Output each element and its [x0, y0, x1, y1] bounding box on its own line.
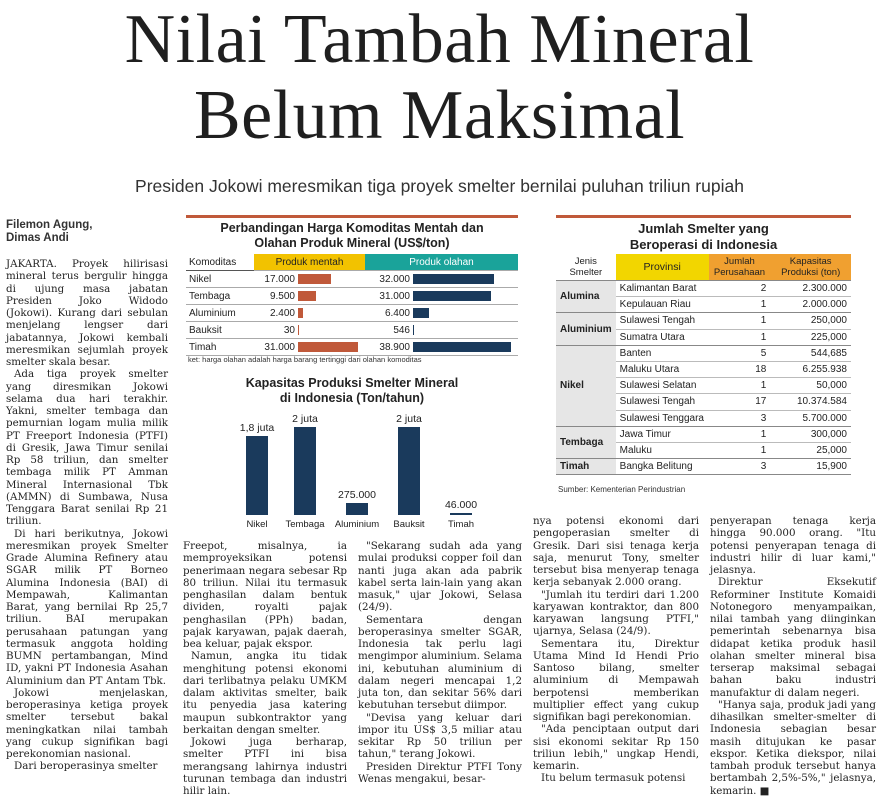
smelter-count: 17 [709, 394, 771, 410]
compare-processed-cell [365, 339, 518, 356]
compare-processed-cell [365, 322, 518, 339]
compare-raw-bar [298, 308, 303, 318]
col1-paragraph: Dari beroperasinya smelter [14, 760, 158, 773]
compare-raw-cell [254, 305, 365, 322]
smelter-capacity: 15,900 [770, 459, 851, 475]
smelter-count: 18 [709, 361, 771, 377]
compare-header-processed: Produk olahan [365, 254, 518, 271]
chart-title-line-1: Kapasitas Produksi Smelter Mineral [245, 376, 459, 390]
byline-author-1: Filemon Agung, [6, 219, 93, 231]
smelter-province: Jawa Timur [616, 426, 709, 442]
subheadline: Presiden Jokowi meresmikan tiga proyek smelter bernilai puluhan triliun rupiah [135, 176, 744, 196]
compare-commodity-name: Aluminium [186, 305, 254, 322]
article-column-2 [183, 540, 347, 797]
compare-title-line-2: Olahan Produk Mineral (US$/ton) [254, 236, 450, 250]
compare-processed-bar [413, 308, 429, 318]
smelter-capacity: 300,000 [770, 426, 851, 442]
smelter-province: Maluku [616, 442, 709, 458]
col1-paragraph: Jokowi menjelaskan, beroperasinya ketiga proyek smelter tersebut bakal meningkatkan nilai tambah yang cukup signifikan bagi perekonomian nasional. [6, 686, 168, 760]
chart-bar [246, 436, 268, 515]
smelter-header-row [556, 254, 851, 281]
compare-processed-bar [413, 325, 414, 335]
smelter-capacity: 2.000.000 [770, 297, 851, 313]
chart-bar [398, 427, 420, 515]
smelter-count: 1 [709, 297, 771, 313]
compare-raw-value: 31.000 [264, 341, 295, 353]
smelter-capacity: 25,000 [770, 442, 851, 458]
byline-author-2: Dimas Andi [6, 232, 69, 244]
smelter-row [556, 426, 851, 442]
smelter-province: Kalimantan Barat [616, 281, 709, 297]
chart-category-label: Timah [447, 519, 475, 530]
headline-line-2: Belum Maksimal [193, 77, 686, 154]
compare-commodity-name: Bauksit [186, 322, 254, 339]
col4-paragraph: nya potensi ekonomi dari pengoperasian smelter di Gresik. Dari sisi tenaga kerja saja, menurut Tony, smelter tersebut bisa menyerap tenaga kerja sebanyak 2.000 orang. [533, 515, 699, 589]
smelter-type: Alumina [556, 281, 616, 313]
compare-title [186, 221, 518, 251]
compare-raw-bar [298, 274, 331, 284]
smelter-province: Sulawesi Selatan [616, 378, 709, 394]
smelter-capacity: 10.374.584 [770, 394, 851, 410]
col2-paragraph: Namun, angka itu tidak menghitung potensi ekonomi dari terlibatnya pelaku UMKM dalam aktivitas smelter, baik itu penyedia jasa katering maupun subkontraktor yang berkaitan dengan smelter. [183, 650, 347, 736]
col3-paragraph: "Sekarang sudah ada yang mulai produksi copper foil dan nanti juga akan ada pabrik kabel serta lain-lain yang akan masuk," ujar Jokowi, Selasa (24/9). [358, 540, 522, 614]
smelter-type: Timah [556, 459, 616, 475]
compare-row [186, 288, 518, 305]
chart-category-label: Tembaga [285, 519, 325, 530]
smelter-capacity: 2.300.000 [770, 281, 851, 297]
col1-paragraph: Di hari berikutnya, Jokowi meresmikan proyek Smelter Grade Alumina Refinery atau SGAR milik PT Borneo Alumina Indonesia (BAI) di Mempawah, Kalimantan Barat, yang bernilai Rp 25,7 triliun. BAI merupakan perusahaan patungan yang termasuk anggota holding BUMN pertambangan, Mind ID, yakni PT Indonesia Asahan Aluminium dan PT Antam Tbk. [6, 527, 168, 687]
chart-value-label: 2 juta [292, 413, 318, 425]
compare-processed-bar [413, 274, 494, 284]
col1-paragraph: JAKARTA. Proyek hilirisasi mineral terus bergulir hingga di ujung masa jabatan Presiden Joko Widodo (Jokowi). Kurang dari sebulan menjelang lengser dari jabatannya, Jokowi kembali meresmikan sejumlah proyek smelter skala besar. [6, 258, 168, 368]
smelter-type: Tembaga [556, 426, 616, 458]
compare-table [186, 254, 518, 356]
smelter-count: 1 [709, 313, 771, 329]
smelter-province: Sumatra Utara [616, 329, 709, 345]
smelter-capacity: 50,000 [770, 378, 851, 394]
capacity-bar-chart [186, 410, 518, 535]
col3-paragraph: Sementara dengan beroperasinya smelter SGAR, Indonesia tak perlu lagi mengimpor aluminium. Selama ini, kebutuhan aluminium di dalam negeri mencapai 1,2 juta ton, dan sekitar 56% dari kebutuhan tersebut diimpor. [358, 613, 522, 712]
smelter-count: 1 [709, 378, 771, 394]
smelter-count: 1 [709, 426, 771, 442]
col4-paragraph: Sementara itu, Direktur Utama Mind Id Hendi Prio Santoso bilang, smelter aluminium di Mempawah berpotensi memberikan multiplier effect yang cukup signifikan bagi perekonomian. [533, 637, 699, 723]
col1-paragraph: Ada tiga proyek smelter yang diresmikan Jokowi selama dua hari terakhir. Yakni, smelter tembaga dan pemurnian logam mulia milik PT Freeport Indonesia (PTFI) di Gresik, Jawa Timur senilai Rp 58 triliun, dan smelter tembaga milik PT Amman Mineral Internasional Tbk (AMMN) di Sumbawa, Nusa Tenggara Barat senilai Rp 21 triliun. [6, 368, 168, 528]
smelter-row [556, 345, 851, 361]
smelter-province: Sulawesi Tengah [616, 313, 709, 329]
chart-value-label: 1,8 juta [239, 422, 275, 434]
col4-paragraph: "Jumlah itu terdiri dari 1.200 karyawan kontraktor, dan 800 karyawan langsung PTFI," ujarnya, Selasa (24/9). [533, 588, 699, 638]
compare-processed-cell [365, 305, 518, 322]
smelter-capacity: 544,685 [770, 345, 851, 361]
compare-row [186, 339, 518, 356]
smelter-capacity: 250,000 [770, 313, 851, 329]
compare-raw-bar [298, 342, 358, 352]
compare-title-line-1: Perbandingan Harga Komoditas Mentah dan [220, 221, 484, 235]
chart-value-label: 2 juta [396, 413, 422, 425]
compare-note: ket: harga olahan adalah harga barang tertinggi dari olahan komoditas [188, 355, 422, 364]
compare-row [186, 305, 518, 322]
smelter-province: Maluku Utara [616, 361, 709, 377]
chart-bar [346, 503, 368, 515]
compare-processed-value: 546 [393, 324, 410, 336]
smelter-type: Aluminium [556, 313, 616, 345]
smelter-header-count: Jumlah Perusahaan [709, 254, 771, 281]
chart-bar [450, 513, 472, 515]
byline [6, 219, 92, 245]
compare-raw-value: 17.000 [264, 273, 295, 285]
col4-paragraph: "Ada penciptaan output dari sisi ekonomi sekitar Rp 150 triliun lebih," ungkap Hendi, kemarin. [533, 723, 699, 772]
headline [0, 2, 879, 154]
col5-paragraph: "Hanya saja, produk jadi yang dihasilkan smelter-smelter di Indonesia sebagian besar masih ditujukan ke pasar ekspor. Ketika diekspor, nilai tambah produk tersebut hanya bertambah 2,5%-5%," jelasnya, kemarin. ■ [710, 698, 876, 797]
compare-row [186, 322, 518, 339]
smelter-table [556, 254, 851, 475]
chart-value-label: 46.000 [444, 499, 478, 511]
headline-line-1: Nilai Tambah Mineral [124, 1, 755, 78]
smelter-header-capacity: Kapasitas Produksi (ton) [770, 254, 851, 281]
chart-category-label: Bauksit [393, 519, 425, 530]
compare-raw-value: 30 [283, 324, 295, 336]
smelter-source: Sumber: Kementerian Perindustrian [558, 485, 686, 494]
smelter-province: Sulawesi Tengah [616, 394, 709, 410]
compare-commodity-name: Timah [186, 339, 254, 356]
smelter-capacity: 6.255.938 [770, 361, 851, 377]
compare-raw-cell [254, 322, 365, 339]
col5-paragraph: penyerapan tenaga kerja hingga 90.000 orang. "Itu potensi penyerapan tenaga di industri hilir di luar kami," jelasnya. [710, 515, 876, 576]
smelter-type: Nikel [556, 345, 616, 426]
chart-title-line-2: di Indonesia (Ton/tahun) [279, 391, 425, 405]
compare-processed-cell [365, 271, 518, 288]
compare-commodity-name: Tembaga [186, 288, 254, 305]
compare-header-commodity: Komoditas [186, 254, 254, 271]
smelter-count: 1 [709, 442, 771, 458]
smelter-row [556, 281, 851, 297]
compare-processed-value: 38.900 [379, 341, 410, 353]
chart-category-label: Aluminium [334, 519, 380, 530]
compare-raw-value: 2.400 [269, 307, 295, 319]
col3-paragraph: Presiden Direktur PTFI Tony Wenas mengakui, besar- [358, 760, 522, 785]
smelter-row [556, 459, 851, 475]
chart-bar [294, 427, 316, 515]
compare-raw-cell [254, 339, 365, 356]
col3-paragraph: "Devisa yang keluar dari impor itu US$ 3,5 miliar atau sekitar Rp 50 triliun per tahun," terang Jokowi. [358, 711, 522, 761]
smelter-row [556, 313, 851, 329]
smelter-title-line-1: Jumlah Smelter yang [638, 221, 769, 236]
smelter-header-type: Jenis Smelter [556, 254, 616, 281]
smelter-capacity: 225,000 [770, 329, 851, 345]
compare-processed-cell [365, 288, 518, 305]
col5-paragraph: Direktur Eksekutif Reforminer Institute Komaidi Notonegoro menyampaikan, nilai tambah yang diinginkan pemerintah sebenarnya bisa didapat ketika produk hasil olahan smelter mineral bisa terserap maksimal sebagai bahan baku industri manufaktur di dalam negeri. [710, 576, 876, 699]
compare-processed-value: 32.000 [379, 273, 410, 285]
chart-title [186, 376, 518, 406]
compare-commodity-name: Nikel [186, 271, 254, 288]
smelter-count: 1 [709, 329, 771, 345]
smelter-province: Kepulauan Riau [616, 297, 709, 313]
compare-raw-bar [298, 291, 316, 301]
compare-row [186, 271, 518, 288]
compare-raw-bar [298, 325, 299, 335]
compare-processed-bar [413, 291, 491, 301]
smelter-title [556, 221, 851, 253]
article-column-3 [358, 540, 522, 785]
smelter-top-rule [556, 215, 851, 218]
chart-value-label: 275.000 [338, 489, 376, 501]
compare-raw-value: 9.500 [269, 290, 295, 302]
compare-header-raw: Produk mentah [254, 254, 365, 271]
smelter-province: Sulawesi Tenggara [616, 410, 709, 426]
compare-raw-cell [254, 288, 365, 305]
compare-top-rule [186, 215, 518, 218]
article-column-1 [6, 258, 168, 773]
smelter-capacity: 5.700.000 [770, 410, 851, 426]
col2-paragraph: Jokowi juga berharap, smelter PTFI ini bisa merangsang lahirnya industri turunan tembaga dan industri hilir lain. [183, 736, 347, 797]
smelter-header-province: Provinsi [616, 254, 709, 281]
smelter-province: Bangka Belitung [616, 459, 709, 475]
compare-raw-cell [254, 271, 365, 288]
compare-processed-bar [413, 342, 511, 352]
col2-paragraph: Freepot, misalnya, ia memproyeksikan potensi penerimaan negara sebesar Rp 80 triliun. Nilai itu termasuk penghasilan dalam bentuk dividen, royalti pajak penghasilan (PPh) badan, pajak karyawan, pajak daerah, bea keluar, pajak ekspor. [183, 540, 347, 650]
smelter-count: 3 [709, 410, 771, 426]
col4-paragraph: Itu belum termasuk potensi [541, 772, 686, 785]
smelter-province: Banten [616, 345, 709, 361]
article-column-5 [710, 515, 876, 797]
article-column-4 [533, 515, 699, 785]
compare-header-row [186, 254, 518, 271]
smelter-count: 2 [709, 281, 771, 297]
smelter-title-line-2: Beroperasi di Indonesia [629, 237, 778, 252]
smelter-count: 3 [709, 459, 771, 475]
compare-processed-value: 31.000 [379, 290, 410, 302]
chart-category-label: Nikel [246, 519, 268, 530]
smelter-count: 5 [709, 345, 771, 361]
compare-processed-value: 6.400 [384, 307, 410, 319]
